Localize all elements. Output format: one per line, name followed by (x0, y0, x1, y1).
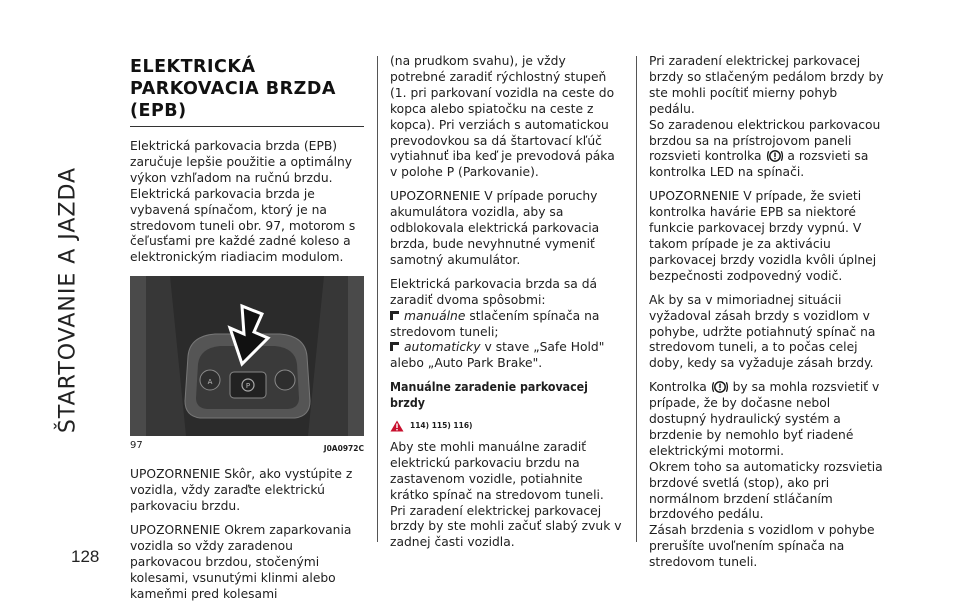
column-divider (377, 56, 378, 542)
list-item-automatic (390, 340, 622, 372)
warning-ref-numbers: 114) 115) 116) (410, 421, 473, 431)
paragraph-indicator (649, 118, 885, 182)
text-fragment: a rozsvieti sa kontrolka LED na spínači. (649, 149, 869, 180)
mode-text: stlačením spínača na stredovom tuneli; (390, 308, 600, 339)
manual-paragraph: Aby ste mohli manuálne zaradiť elektrickú parkovaciu brzdu na zastavenom vozidle, potiahnite krátko spínač na stredovom tuneli. (390, 439, 604, 502)
continuation-paragraph: (na prudkom svahu), je vždy potrebné zaradiť rýchlostný stupeň (1. pri parkovaní vozidla na ceste do kopca alebo spiatočku na ceste z kopca). Pri verziách s automatickou prevodovkou sa dá štartovací kľúč vytiahnuť iba keď je prevodová páka v polohe P (Parkovanie). (390, 54, 615, 180)
column-divider (636, 56, 637, 542)
paragraph-indicator (649, 380, 885, 460)
bullet-icon (390, 342, 399, 351)
modes-intro: Elektrická parkovacia brzda sa dá zaradiť dvoma spôsobmi: (390, 276, 598, 307)
heading-line: (EPB) (130, 101, 187, 121)
manual-paragraph: Pri zaradení elektrickej parkovacej brzdy by ste mohli začuť slabý zvuk v zadnej časti vozidla. (390, 503, 622, 550)
column-2 (390, 54, 622, 551)
warning-triangle-icon (390, 420, 404, 432)
svg-text:A: A (207, 378, 213, 387)
figure-epb-switch (130, 276, 364, 436)
list-item-manual (390, 309, 622, 341)
note-paragraph: UPOZORNENIE V prípade, že svieti kontrolka havárie EPB sa niektoré funkcie parkovacej brzdy vypnú. V takom prípade je za aktiváciu parkovacej brzdy vozidla kvôli úplnej bezpečnosti zodpovedný vodič. (649, 189, 877, 283)
warning-references (390, 418, 622, 434)
paragraph: Ak by sa v mimoriadnej situácii vyžadoval zásah brzdy s vozidlom v pohybe, udržte potiahnutý spínač na stredovom tuneli, a to počas celej doby, kedy sa vyžaduje zásah brzdy. (649, 292, 876, 371)
subheading: Manuálne zaradenie parkovacej brzdy (390, 380, 588, 411)
text-fragment: So zaradenou elektrickou parkovacou brzdou sa na prístrojovom paneli rozsvieti kontrolka (649, 117, 881, 164)
note-paragraph: UPOZORNENIE V prípade poruchy akumulátora vozidla, aby sa odblokovala elektrická parkovacia brzda, bude nevyhnutné vymeniť samotný akumulátor. (390, 189, 600, 267)
epb-switch-photo (130, 276, 364, 436)
paragraph: Pri zaradení elektrickej parkovacej brzdy so stlačeným pedálom brzdy by ste mohli pocítiť mierny pohyb pedálu. (649, 54, 884, 116)
bullet-icon (390, 311, 399, 320)
intro-paragraph: Elektrická parkovacia brzda (EPB) zaručuje lepšie použitie a optimálny výkon vzhľadom na ručnú brzdu. Elektrická parkovacia brzda je vybavená spínačom, ktorý je na stredovom tuneli obr. 97, motorom s čeľusťami pre každé zadné koleso a elektronickým riadiacim modulom. (130, 139, 356, 265)
column-1 (130, 56, 364, 602)
note-paragraph: UPOZORNENIE Okrem zaparkovania vozidla so vždy zaradenou parkovacou brzdou, stočenými kolesami, vsunutými klinmi alebo kameňmi pred kolesami (130, 522, 352, 601)
figure-caption (130, 438, 364, 457)
mode-label: manuálne (404, 308, 466, 323)
section-heading (130, 56, 364, 127)
column-3 (649, 54, 885, 571)
svg-text:P: P (245, 382, 251, 391)
note-paragraph: UPOZORNENIE Skôr, ako vystúpite z vozidla, vždy zaraďte elektrickú parkovaciu brzdu. (130, 467, 353, 513)
chapter-side-title: ŠTARTOVANIE A JAZDA (55, 166, 81, 434)
heading-line: PARKOVACIA BRZDA (130, 79, 336, 99)
figure-number: 97 (130, 440, 143, 452)
mode-label: automaticky (404, 340, 481, 355)
text-fragment: by sa mohla rozsvietiť v prípade, že by dočasne nebol dostupný hydraulický systém a brzdenie by nemohlo byť riadené elektrickými motormi. (649, 380, 880, 458)
parking-brake-warning-icon (766, 149, 784, 163)
paragraph: Zásah brzdenia s vozidlom v pohybe prerušíte uvoľnením spínača na stredovom tuneli. (649, 523, 875, 570)
brake-system-warning-icon (711, 380, 729, 394)
figure-code: J0A0972C (323, 444, 364, 454)
heading-line: ELEKTRICKÁ (130, 57, 256, 77)
page-number: 128 (71, 547, 100, 566)
paragraph: Okrem toho sa automaticky rozsvietia brzdové svetlá (stop), ako pri normálnom brzdení stláčaním brzdového pedálu. (649, 459, 883, 522)
mode-text: v stave „Safe Hold" alebo „Auto Park Brake". (390, 340, 605, 371)
text-fragment: Kontrolka (649, 380, 707, 395)
